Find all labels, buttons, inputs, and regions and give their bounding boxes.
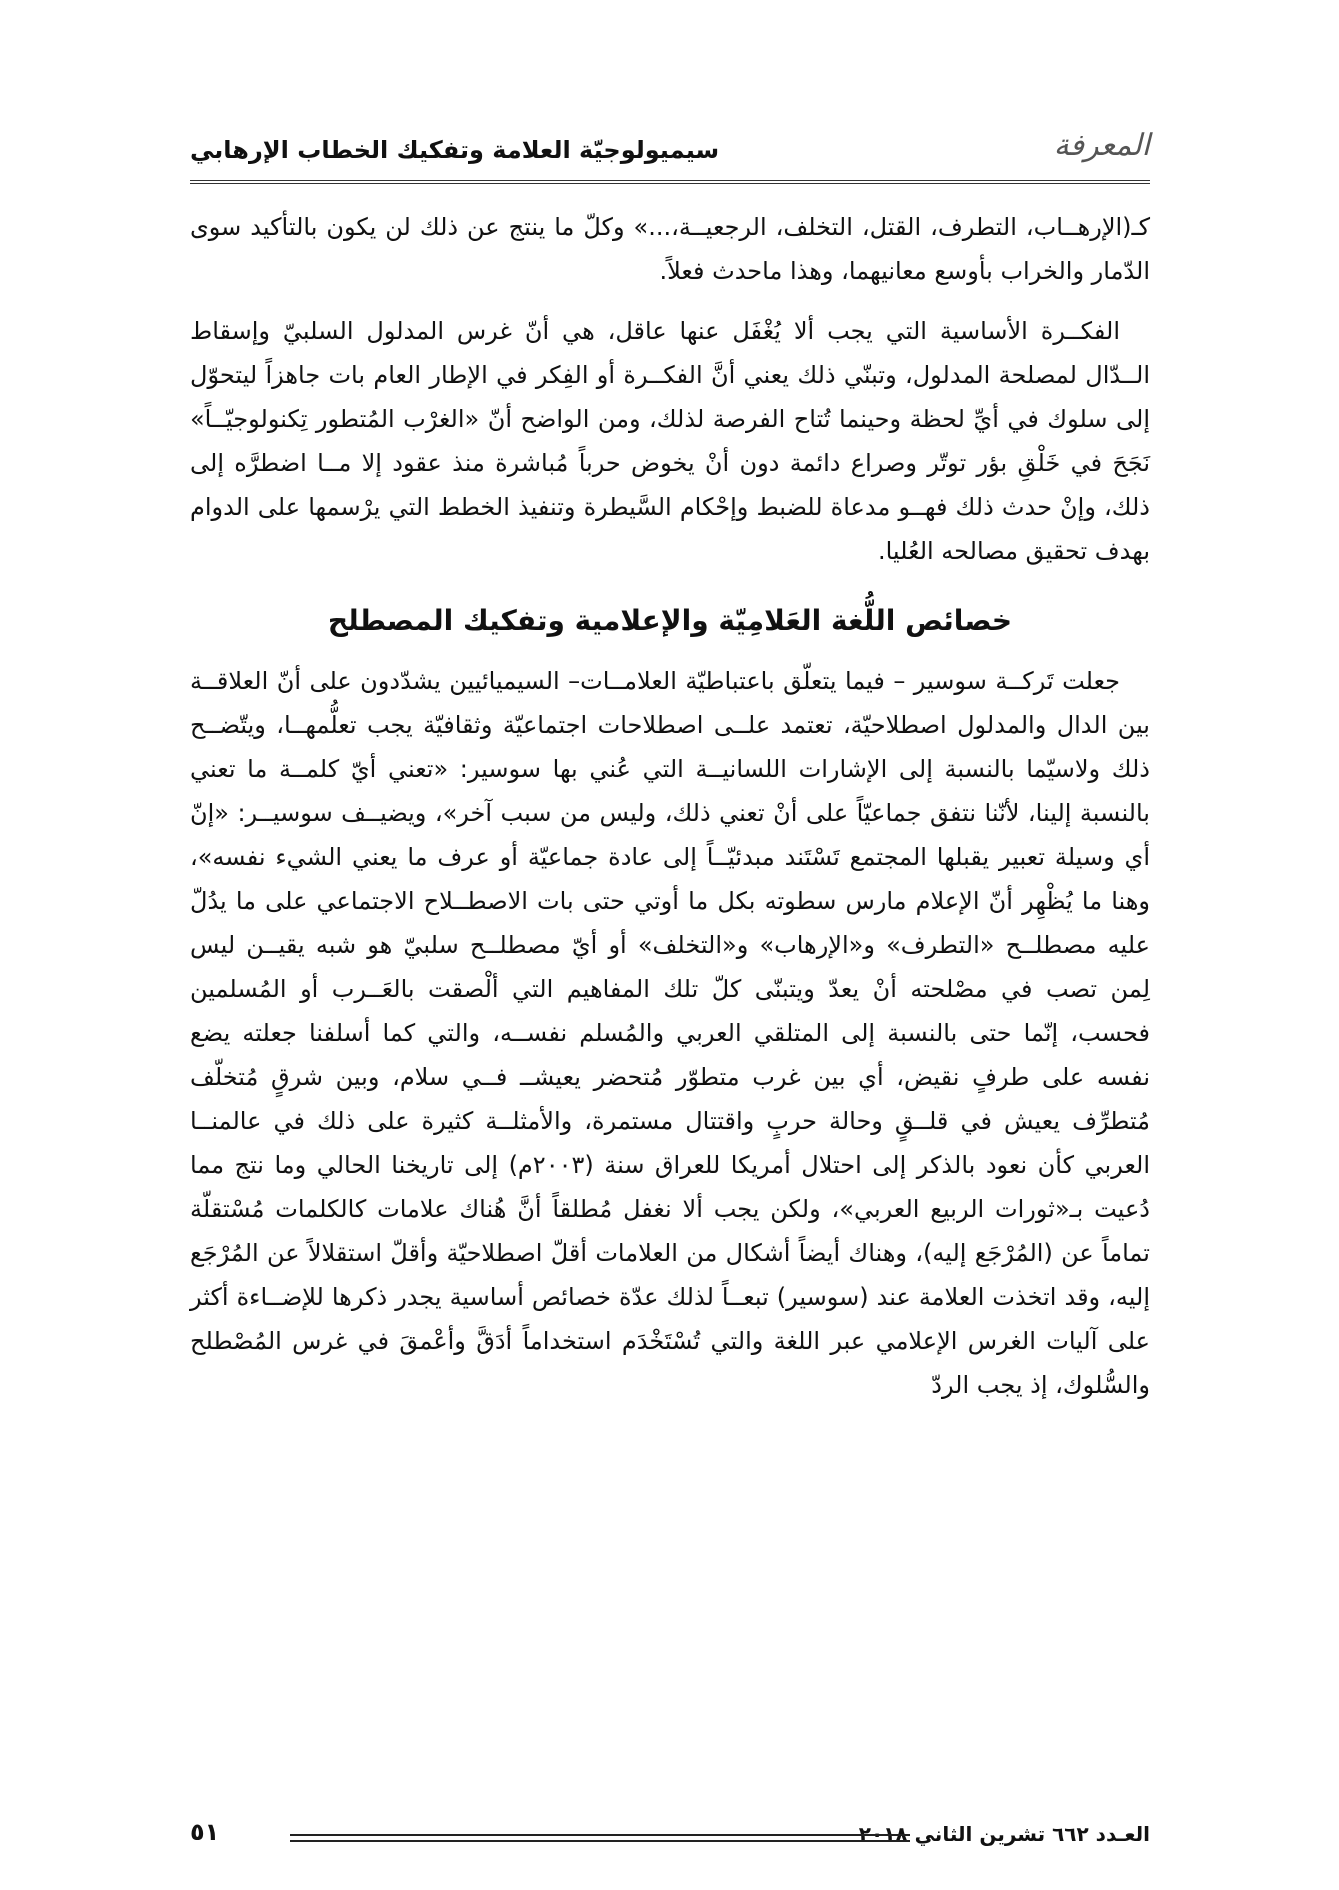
running-title: سيميولوجيّة العلامة وتفكيك الخطاب الإرهابي <box>190 136 720 164</box>
article-body <box>190 205 1150 1423</box>
paragraph-1: كـ(الإرهــاب، التطرف، القتل، التخلف، الرجعيــة،...» وكلّ ما ينتج عن ذلك لن يكون بالتأكيد سوى الدّمار والخراب بأوسع معانيهما، وهذا ماحدث فعلاً. <box>190 213 1150 285</box>
issue-info: العـدد ٦٦٢ تشرين الثاني ٢٠١٨ <box>858 1822 1150 1846</box>
footer-divider <box>290 1834 910 1842</box>
page-number: ٥١ <box>190 1818 220 1846</box>
section-heading: خصائص اللُّغة العَلامِيّة والإعلامية وتفكيك المصطلح <box>327 604 1013 637</box>
header-divider <box>190 180 1150 184</box>
page-footer <box>190 1818 1150 1858</box>
paragraph-3: جعلت تَركــة سوسير – فيما يتعلّق باعتباطيّة العلامــات– السيميائيين يشدّدون على أنّ العلاقــة بين الدال والمدلول اصطلاحيّة، تعتمد علــى اصطلاحات اجتماعيّة وثقافيّة يجب تعلُّمهــا، ويتّضــح ذلك ولاسيّما بالنسبة إلى الإشارات اللسانيــة التي عُني بها سوسير: «تعني أيّ كلمــة ما تعني بالنسبة إلينا، لأنّنا نتفق جماعيّاً على أنْ تعني ذلك، وليس من سبب آخر»، ويضيــف سوسيــر: «إنّ أي وسيلة تعبير يقبلها المجتمع تَسْتَند مبدئيّــاً إلى عادة جماعيّة أو عرف ما يعني الشيء نفسه»، وهنا ما يُظْهِر أنّ الإعلام مارس سطوته بكل ما أوتي حتى بات الاصطــلاح الاجتماعي على ما يدُلّ عليه مصطلــح «التطرف» و«الإرهاب» و«التخلف» أو أيّ مصطلــح سلبيّ هو شبه يقيــن ليس لِمن تصب في مصْلحته أنْ يعدّ ويتبنّى كلّ تلك المفاهيم التي ألْصقت بالعَــرب أو المُسلمين فحسب، إنّما حتى بالنسبة إلى المتلقي العربي والمُسلم نفســه، والتي كما أسلفنا جعلته يضع نفسه على طرفٍ نقيض، أي بين غرب متطوّر مُتحضر يعيشــ فــي سلام، وبين شرقٍ مُتخلّف مُتطرِّف يعيش في قلــقٍ وحالة حربٍ واقتتال مستمرة، والأمثلــة كثيرة على ذلك في عالمنــا العربي كأن نعود بالذكر إلى احتلال أمريكا للعراق سنة (٢٠٠٣م) إلى تاريخنا الحالي وما نتج مما دُعيت بـ«ثورات الربيع العربي»، ولكن يجب ألا نغفل مُطلقاً أنَّ هُناك علامات كالكلمات مُسْتقلّة تماماً عن (المُرْجَع إليه)، وهناك أيضاً أشكال من العلامات أقلّ اصطلاحيّة وأقلّ استقلالاً عن المُرْجَع إليه، وقد اتخذت العلامة عند (سوسير) تبعــاً لذلك عدّة خصائص أساسية يجدر ذكرها للإضــاءة أكثر على آليات الغرس الإعلامي عبر اللغة والتي تُسْتَخْدَم استخداماً أدَقَّ وأعْمقَ في غرس المُصْطلح والسُّلوك، إذ يجب الردّ <box>190 667 1151 1399</box>
page-header <box>190 128 1150 178</box>
paragraph-2: الفكــرة الأساسية التي يجب ألا يُغْفَل عنها عاقل، هي أنّ غرس المدلول السلبيّ وإسقاط الــدّال لمصلحة المدلول، وتبنّي ذلك يعني أنَّ الفكــرة أو الفِكر في الإطار العام بات جاهزاً ليتحوّل إلى سلوك في أيِّ لحظة وحينما تُتاح الفرصة لذلك، ومن الواضح أنّ «الغرْب المُتطور تِكنولوجيّــاً» نَجَحَ في خَلْقِ بؤر توتّر وصراع دائمة دون أنْ يخوض حرباً مُباشرة منذ عقود إلا مــا اضطرَّه إلى ذلك، وإنْ حدث ذلك فهــو مدعاة للضبط وإحْكام السَّيطرة وتنفيذ الخطط التي يرْسمها على الدوام بهدف تحقيق مصالحه العُليا. <box>190 317 1150 565</box>
journal-logo: المعرفة <box>1053 128 1150 163</box>
